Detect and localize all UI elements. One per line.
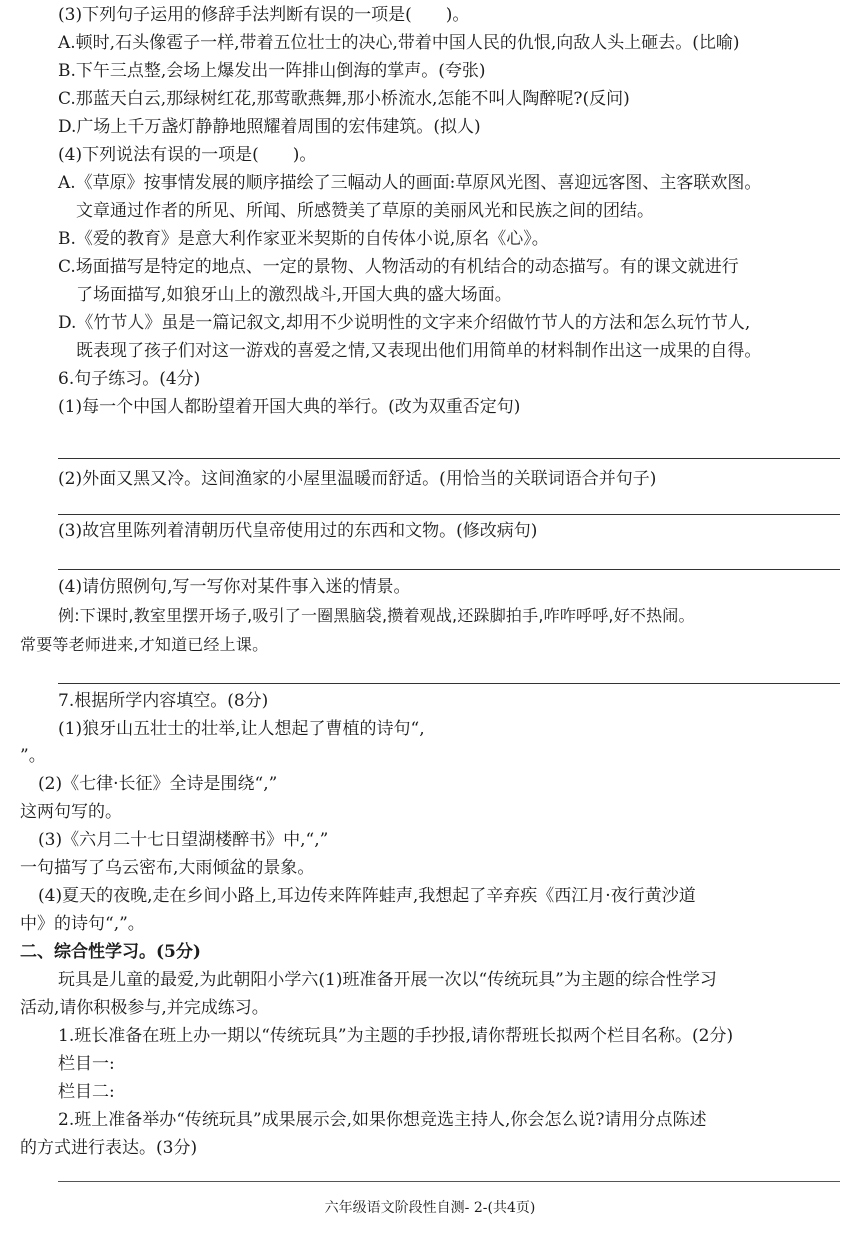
part2-title: 二、综合性学习。(5分) <box>20 942 201 962</box>
q7-3-line2: 一句描写了乌云密布,大雨倾盆的景象。 <box>20 858 315 878</box>
part2-intro-line2: 活动,请你积极参与,并完成练习。 <box>20 998 269 1018</box>
q7-3-line1 <box>38 827 860 853</box>
q6-3-prompt: (3)故宫里陈列着清朝历代皇帝使用过的东西和文物。(修改病句) <box>58 521 538 541</box>
q5-4-option-c-line2: 了场面描写,如狼牙山上的激烈战斗,开国大典的盛大场面。 <box>76 285 512 305</box>
q7-2-close-quote: ” <box>268 774 278 794</box>
q6-title: 6.句子练习。(4分) <box>58 369 201 389</box>
q6-3-answer-line[interactable] <box>58 569 840 570</box>
column-2-label: 栏目二: <box>58 1082 115 1102</box>
q6-2-answer-line[interactable] <box>58 514 840 515</box>
q6-2-prompt: (2)外面又黑又冷。这间渔家的小屋里温暖而舒适。(用恰当的关联词语合并句子) <box>58 469 657 489</box>
q7-2-line2: 这两句写的。 <box>20 802 122 822</box>
part2-column-1 <box>58 1051 860 1077</box>
q5-4-option-a-line2: 文章通过作者的所见、所闻、所感赞美了草原的美丽风光和民族之间的团结。 <box>76 201 654 221</box>
q6-4-example-line2: 常要等老师进来,才知道已经上课。 <box>20 635 269 654</box>
q7-4-line1: (4)夏天的夜晚,走在乡间小路上,耳边传来阵阵蛙声,我想起了辛弃疾《西江月·夜行黄沙道 <box>38 886 696 906</box>
q5-3-option-c: C.那蓝天白云,那绿树红花,那莺歌燕舞,那小桥流水,怎能不叫人陶醉呢?(反问) <box>58 89 630 109</box>
q6-4-answer-line[interactable] <box>58 683 840 684</box>
q7-4-end: ”。 <box>119 914 145 934</box>
q5-4-option-d-line1: D.《竹节人》虽是一篇记叙文,却用不少说明性的文字来介绍做竹节人的方法和怎么玩竹节人, <box>58 313 751 333</box>
part2-column-2 <box>58 1079 860 1105</box>
q7-1-comma: , <box>419 719 425 739</box>
column-1-label: 栏目一: <box>58 1054 115 1074</box>
q7-3-close-quote: ” <box>319 830 329 850</box>
q7-1-line1 <box>58 716 860 742</box>
q7-4-text: 中》的诗句“ <box>20 914 114 934</box>
part2-intro-line1: 玩具是儿童的最爱,为此朝阳小学六(1)班准备开展一次以“传统玩具”为主题的综合性学习 <box>58 970 717 990</box>
q5-4-option-b: B.《爱的教育》是意大利作家亚米契斯的自传体小说,原名《心》。 <box>58 229 549 249</box>
q7-3-comma: , <box>314 830 320 850</box>
q7-1-text: (1)狼牙山五壮士的壮举,让人想起了曹植的诗句“ <box>58 719 420 739</box>
q7-title: 7.根据所学内容填空。(8分) <box>58 691 269 711</box>
q5-4-option-d-line2: 既表现了孩子们对这一游戏的喜爱之情,又表现出他们用简单的材料制作出这一成果的自得。 <box>76 341 762 361</box>
q7-4-line2 <box>20 911 860 937</box>
part2-q2-line2: 的方式进行表达。(3分) <box>20 1138 198 1158</box>
q7-4-comma: , <box>113 914 120 934</box>
q6-1-answer-line[interactable] <box>58 458 840 459</box>
page-footer: 六年级语文阶段性自测- 2-(共4页) <box>324 1200 536 1216</box>
q7-3-text: (3)《六月二十七日望湖楼醉书》中,“ <box>38 830 315 850</box>
q5-4-stem: (4)下列说法有误的一项是( )。 <box>58 145 317 165</box>
q5-3-option-d: D.广场上千万盏灯静静地照耀着周围的宏伟建筑。(拟人) <box>58 117 481 137</box>
q7-2-comma: , <box>263 774 269 794</box>
q5-3-stem: (3)下列句子运用的修辞手法判断有误的一项是( )。 <box>58 5 470 25</box>
q7-1-end: ”。 <box>20 746 46 766</box>
footer-rule <box>58 1181 840 1182</box>
part2-q1: 1.班长准备在班上办一期以“传统玩具”为主题的手抄报,请你帮班长拟两个栏目名称。(2分) <box>58 1026 734 1046</box>
q7-1-line2 <box>20 743 860 769</box>
q7-2-text: (2)《七律·长征》全诗是围绕“ <box>38 774 264 794</box>
q5-3-option-b: B.下午三点整,会场上爆发出一阵排山倒海的掌声。(夸张) <box>58 61 486 81</box>
q7-2-line1 <box>38 771 860 797</box>
q5-4-option-c-line1: C.场面描写是特定的地点、一定的景物、人物活动的有机结合的动态描写。有的课文就进行 <box>58 257 739 277</box>
q5-3-option-a: A.顿时,石头像雹子一样,带着五位壮士的决心,带着中国人民的仇恨,向敌人头上砸去。(比喻) <box>58 33 740 53</box>
q6-4-example-line1: 例:下课时,教室里摆开场子,吸引了一圈黑脑袋,攒着观战,还跺脚拍手,咋咋呼呼,好不热闹。 <box>58 606 695 625</box>
q6-4-prompt: (4)请仿照例句,写一写你对某件事入迷的情景。 <box>58 577 411 597</box>
q5-4-option-a-line1: A.《草原》按事情发展的顺序描绘了三幅动人的画面:草原风光图、喜迎远客图、主客联欢图。 <box>58 173 762 193</box>
q6-1-prompt: (1)每一个中国人都盼望着开国大典的举行。(改为双重否定句) <box>58 397 521 417</box>
part2-q2-line1: 2.班上准备举办“传统玩具”成果展示会,如果你想竞选主持人,你会怎么说?请用分点陈述 <box>58 1110 707 1130</box>
